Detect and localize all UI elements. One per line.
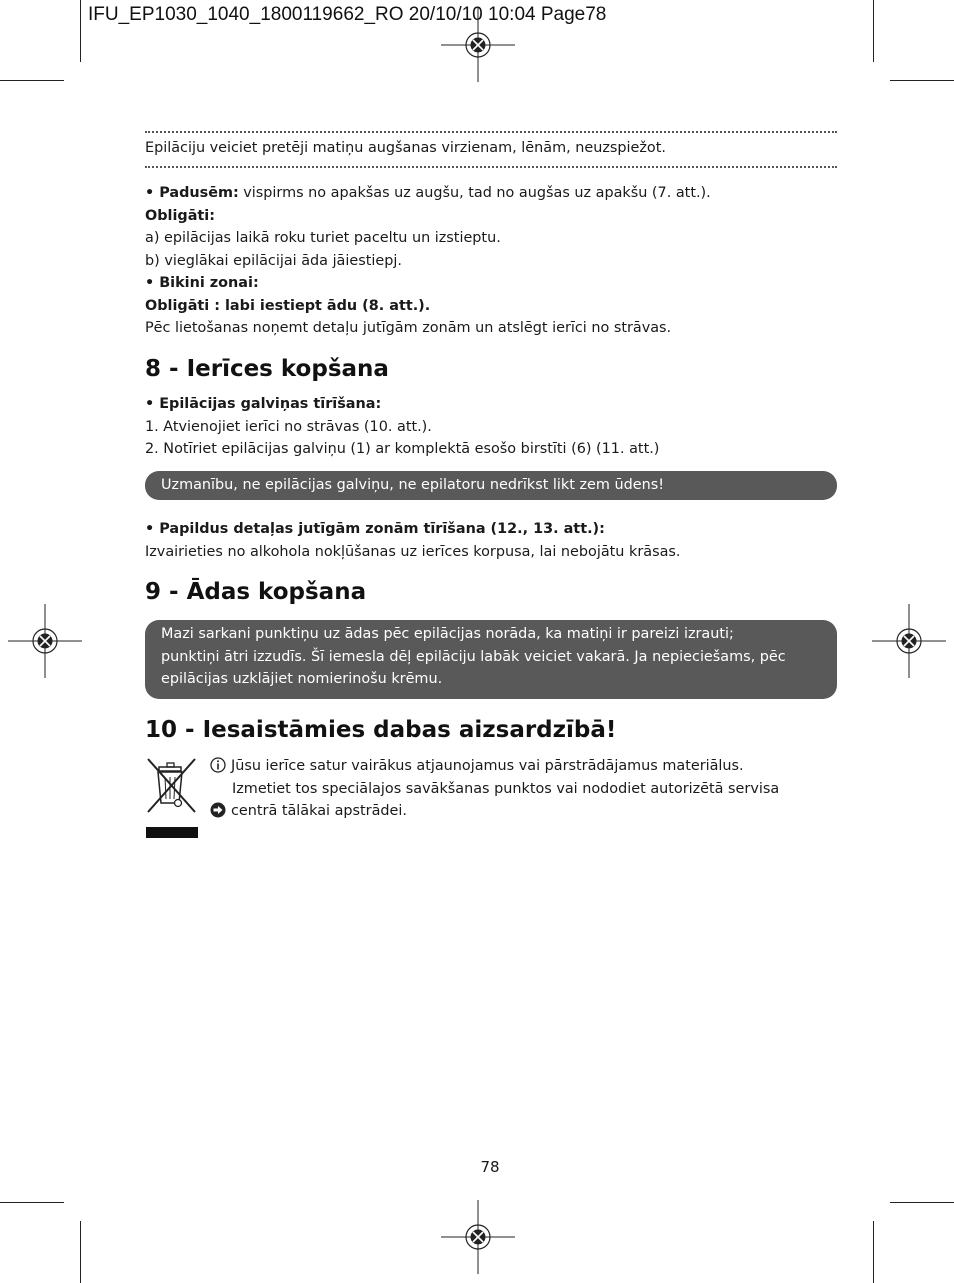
registration-mark-icon [441,1200,515,1274]
skin-care-note-box [145,620,837,699]
intro-note [145,137,837,160]
registration-mark-icon [441,8,515,82]
crop-mark [873,1221,874,1283]
bikini-label: • Bikini zonai: [145,275,259,291]
crop-mark [890,80,954,81]
sensitive-parts-heading: • Papildus detaļas jutīgām zonām tīrīšana (12., 13. att.): [145,521,605,537]
water-warning-box [145,471,837,500]
dotted-divider [145,131,837,133]
section-8-title: 8 - Ierīces kopšana [145,356,389,382]
armpits-item-a: a) epilācijas laikā roku turiet paceltu un izstieptu. [145,230,501,246]
section-9-title: 9 - Ādas kopšana [145,579,367,605]
registration-mark-icon [872,604,946,678]
armpits-mandatory-label: Obligāti: [145,207,215,224]
section-10-title: 10 - Iesaistāmies dabas aizsardzībā! [145,717,617,743]
page-number: 78 [480,1158,500,1176]
water-warning-text: Uzmanību, ne epilācijas galviņu, ne epilatoru nedrīkst likt zem ūdens! [161,477,664,493]
crop-mark [80,1221,81,1283]
cleaning-step-1: 1. Atvienojiet ierīci no strāvas (10. att.). [145,418,432,435]
crop-mark [890,1202,954,1203]
recycling-line-2: Izmetiet tos speciālajos savākšanas punktos vai nododiet autorizētā servisa [232,780,780,797]
section-10-body [210,755,837,823]
bikini-mandatory: Obligāti : labi iestiept ādu (8. att.). [145,297,431,314]
skin-care-note-line: punktiņi ātri izzudīs. Šī iemesla dēļ epilāciju labāk veiciet vakarā. Ja nepieciešams, pēc [161,648,786,665]
usage-instructions [145,182,837,340]
bikini-after-use: Pēc lietošanas noņemt detaļu jutīgām zonām un atslēgt ierīci no strāvas. [145,320,672,336]
print-header: IFU_EP1030_1040_1800119662_RO 20/10/10 10:04 Page78 [88,4,607,25]
crop-mark [80,0,81,62]
crop-mark [873,0,874,62]
intro-note-text: Epilāciju veiciet pretēji matiņu augšanas virzienam, lēnām, neuzspiežot. [145,140,666,156]
section-8-body [145,393,837,461]
recycling-line-1: Jūsu ierīce satur vairākus atjaunojamus vai pārstrādājamus materiālus. [210,755,837,778]
cleaning-subheading: • Epilācijas galviņas tīrīšana: [145,396,382,412]
info-icon [210,757,226,773]
crop-mark [0,1202,64,1203]
armpits-label: • Padusēm: [145,185,239,201]
dotted-divider [145,166,837,168]
registration-mark-icon [8,604,82,678]
armpits-text: vispirms no apakšas uz augšu, tad no augšas uz apakšu (7. att.). [238,185,711,201]
recycling-line-3: centrā tālākai apstrādei. [210,800,837,823]
arrow-right-icon [210,802,226,818]
weee-bin-icon [145,757,199,839]
skin-care-note-line: epilācijas uzklājiet nomierinošu krēmu. [161,671,443,687]
sensitive-parts-text: Izvairieties no alkohola nokļūšanas uz ierīces korpusa, lai nebojātu krāsas. [145,543,681,560]
sensitive-parts-block [145,518,837,563]
armpits-line [145,182,837,205]
cleaning-step-2: 2. Notīriet epilācijas galviņu (1) ar komplektā esošo birstīti (6) (11. att.) [145,441,660,457]
crop-mark [0,80,64,81]
skin-care-note-line: Mazi sarkani punktiņu uz ādas pēc epilācijas norāda, ka matiņi ir pareizi izrauti; [161,626,734,642]
armpits-item-b: b) vieglākai epilācijai āda jāiestiepj. [145,252,402,269]
